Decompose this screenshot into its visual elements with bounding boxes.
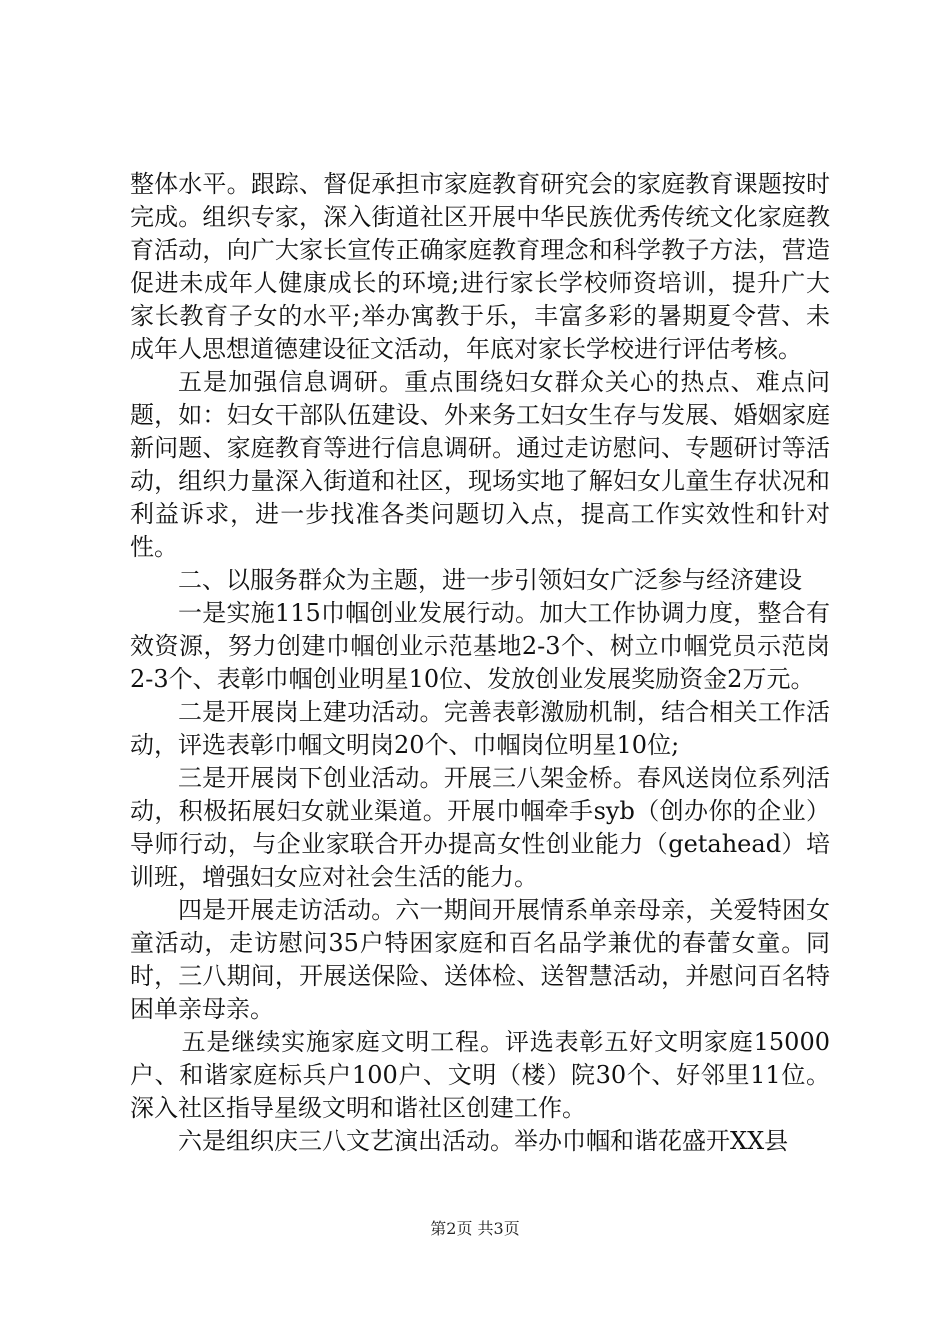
paragraph-continuation: 整体水平。跟踪、督促承担市家庭教育研究会的家庭教育课题按时完成。组织专家，深入街道社区开展中华民族优秀传统文化家庭教育活动，向广大家长宣传正确家庭教育理念和科学教子方法，营造促进未成年人健康成长的环境;进行家长学校师资培训，提升广大家长教育子女的水平;举办寓教于乐，丰富多彩的暑期夏令营、未成年人思想道德建设征文活动，年底对家长学校进行评估考核。 (130, 170, 830, 363)
paragraph-item-six: 六是组织庆三八文艺演出活动。举办巾帼和谐花盛开XX县 (178, 1127, 789, 1155)
paragraph-item-one: 一是实施115巾帼创业发展行动。加大工作协调力度，整合有效资源，努力创建巾帼创业示范基地2-3个、树立巾帼党员示范岗2-3个、表彰巾帼创业明星10位、发放创业发展奖励资金2万元。 (130, 599, 830, 693)
paragraph-item-four: 四是开展走访活动。六一期间开展情系单亲母亲，关爱特困女童活动，走访慰问35户特困家庭和百名品学兼优的春蕾女童。同时，三八期间，开展送保险、送体检、送智慧活动，并慰问百名特困单亲母亲。 (130, 896, 830, 1023)
paragraph-item-two: 二是开展岗上建功活动。完善表彰激励机制，结合相关工作活动，评选表彰巾帼文明岗20个、巾帼岗位明星10位; (130, 698, 830, 759)
document-body (130, 168, 830, 1158)
paragraph-item-five: 五是继续实施家庭文明工程。评选表彰五好文明家庭15000户、和谐家庭标兵户100户、文明（楼）院30个、好邻里11位。深入社区指导星级文明和谐社区创建工作。 (130, 1028, 830, 1122)
section-heading-economy: 二、以服务群众为主题，进一步引领妇女广泛参与经济建设 (178, 566, 802, 594)
paragraph-item-three: 三是开展岗下创业活动。开展三八架金桥。春风送岗位系列活动，积极拓展妇女就业渠道。开展巾帼牵手syb（创办你的企业）导师行动，与企业家联合开办提高女性创业能力（getahead）培训班，增强妇女应对社会生活的能力。 (130, 764, 830, 891)
paragraph-research: 五是加强信息调研。重点围绕妇女群众关心的热点、难点问题，如：妇女干部队伍建设、外来务工妇女生存与发展、婚姻家庭新问题、家庭教育等进行信息调研。通过走访慰问、专题研讨等活动，组织力量深入街道和社区，现场实地了解妇女儿童生存状况和利益诉求，进一步找准各类问题切入点，提高工作实效性和针对性。 (130, 368, 830, 561)
page-number-footer: 第2页 共3页 (430, 1219, 520, 1238)
